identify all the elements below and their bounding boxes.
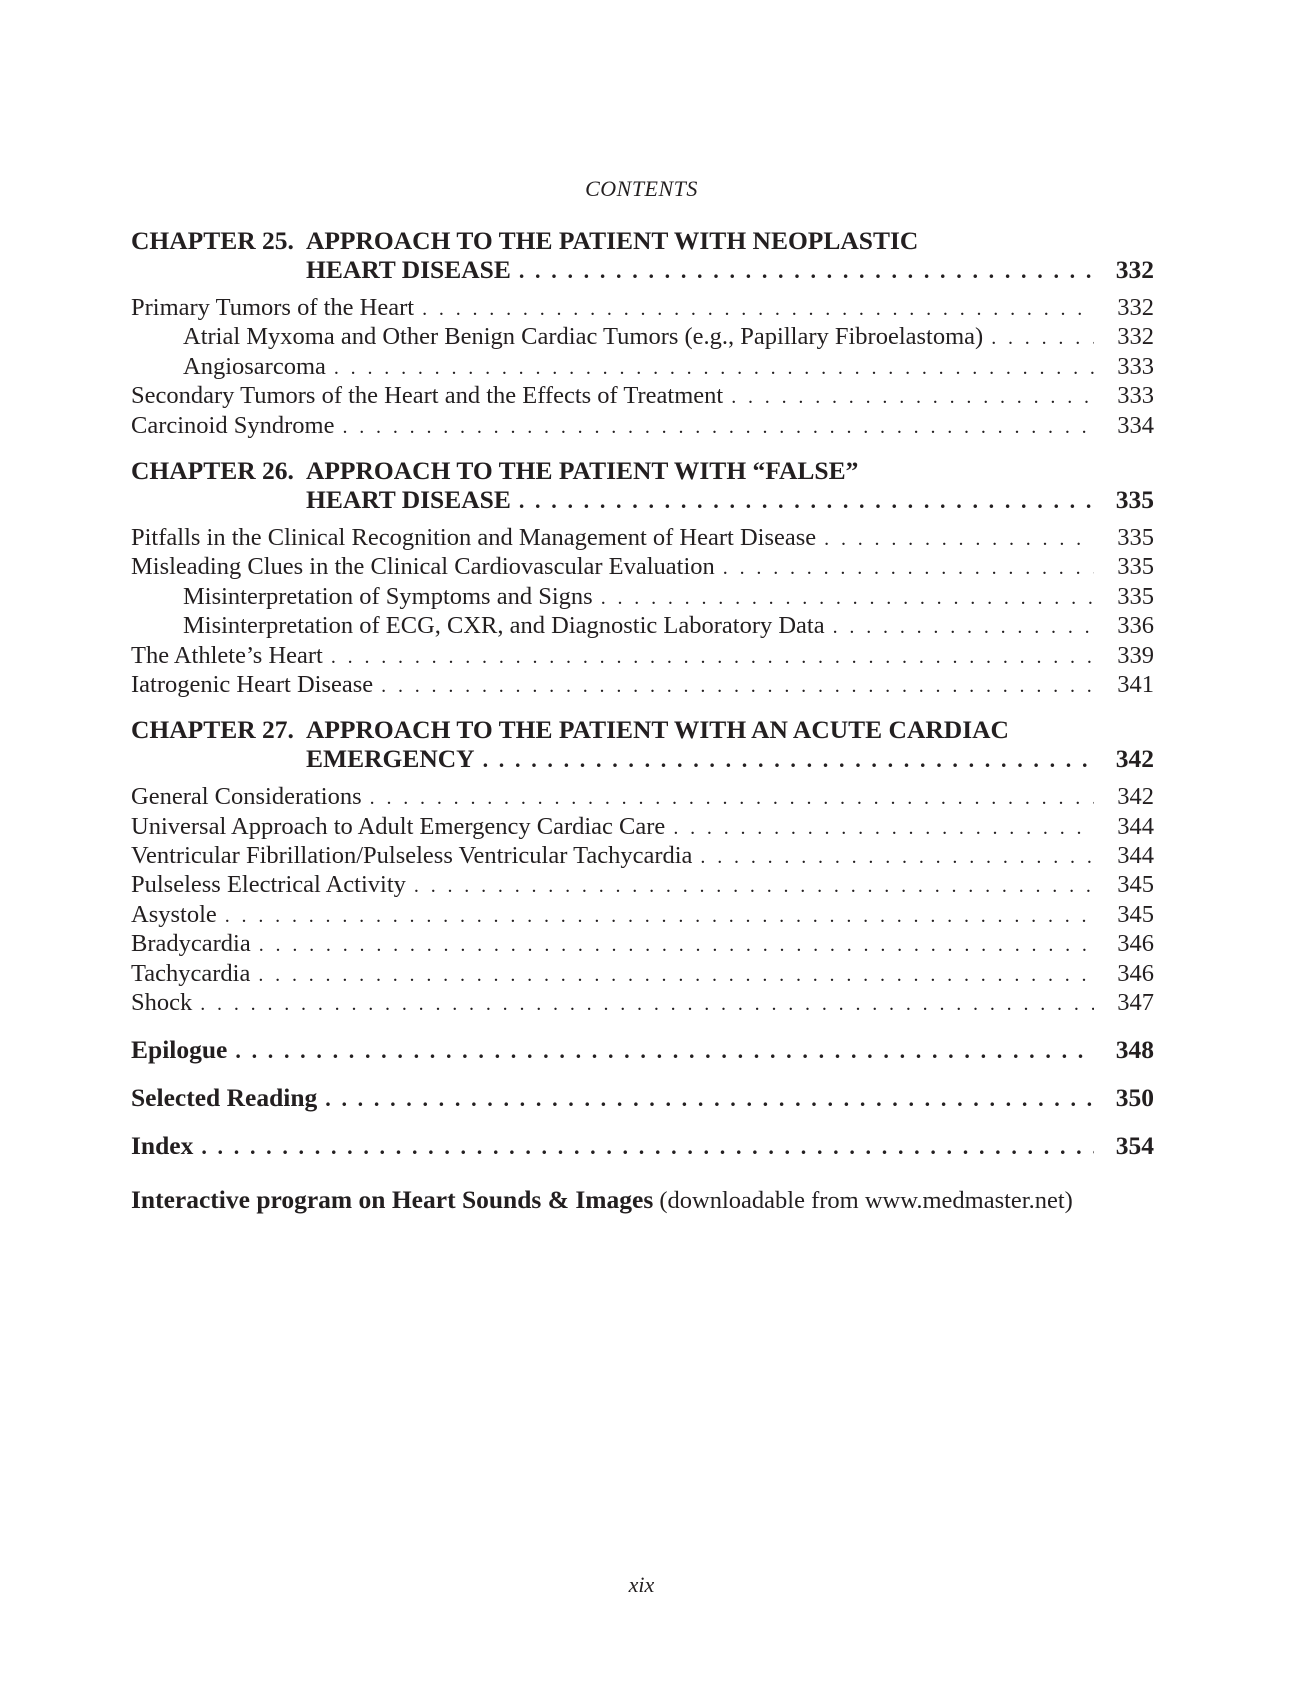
- entry-label: Tachycardia: [131, 959, 251, 987]
- entry-page-number: 344: [1117, 812, 1154, 840]
- toc-entry[interactable]: [131, 870, 1154, 899]
- entry-label: Pitfalls in the Clinical Recognition and Management of Heart Disease: [131, 523, 817, 551]
- interactive-program-note: [131, 1185, 1154, 1215]
- entry-page-number: 333: [1117, 352, 1154, 380]
- note-detail: (downloadable from www.medmaster.net): [659, 1187, 1073, 1215]
- dot-leader: [824, 525, 1094, 554]
- dot-leader: [342, 413, 1094, 442]
- entry-page-number: 348: [1115, 1035, 1154, 1065]
- entry-page-number: 335: [1117, 523, 1154, 551]
- toc-entry[interactable]: [131, 812, 1154, 841]
- entry-page-number: 332: [1117, 323, 1154, 351]
- chapter-27-entries: [131, 782, 1154, 1017]
- entry-page-number: 342: [1117, 783, 1154, 811]
- entry-label: Iatrogenic Heart Disease: [131, 670, 374, 698]
- toc-subentry[interactable]: [131, 322, 1154, 351]
- dot-leader: [325, 1084, 1094, 1114]
- chapter-26-heading[interactable]: [131, 456, 1154, 515]
- toc-subentry[interactable]: [131, 582, 1154, 611]
- dot-leader: [673, 814, 1094, 843]
- entry-page-number: 346: [1117, 930, 1154, 958]
- chapter-page-number: 332: [1115, 255, 1154, 284]
- chapter-title-line2: [131, 485, 1154, 515]
- toc-entry[interactable]: [131, 782, 1154, 811]
- dot-leader: [414, 872, 1094, 901]
- toc-subentry[interactable]: [131, 352, 1154, 381]
- entry-label: Atrial Myxoma and Other Benign Cardiac Tumors (e.g., Papillary Fibroelastoma): [183, 323, 984, 351]
- entry-label: Misinterpretation of ECG, CXR, and Diagnostic Laboratory Data: [183, 612, 825, 640]
- dot-leader: [225, 902, 1094, 931]
- toc-entry[interactable]: [131, 293, 1154, 322]
- dot-leader: [723, 554, 1094, 583]
- dot-leader: [334, 354, 1094, 383]
- toc-entry[interactable]: [131, 523, 1154, 552]
- chapter-page-number: 335: [1115, 484, 1154, 514]
- entry-page-number: 334: [1117, 411, 1154, 439]
- dot-leader: [201, 1132, 1094, 1162]
- entry-label: Universal Approach to Adult Emergency Cardiac Care: [131, 812, 666, 840]
- entry-label: Angiosarcoma: [183, 352, 326, 380]
- dot-leader: [731, 383, 1094, 412]
- entry-page-number: 354: [1115, 1131, 1154, 1161]
- toc-subentry[interactable]: [131, 611, 1154, 640]
- entry-page-number: 347: [1117, 989, 1154, 1017]
- chapter-title-line1: [131, 226, 1154, 255]
- entry-page-number: 336: [1117, 612, 1154, 640]
- dot-leader: [259, 931, 1094, 960]
- entry-label: Carcinoid Syndrome: [131, 411, 335, 439]
- page-number: xix: [628, 1572, 655, 1597]
- toc-selected-reading[interactable]: [131, 1083, 1154, 1113]
- entry-label: Ventricular Fibrillation/Pulseless Ventricular Tachycardia: [131, 842, 693, 870]
- entry-label: Bradycardia: [131, 930, 251, 958]
- chapter-26-entries: [131, 523, 1154, 699]
- toc-entry[interactable]: [131, 959, 1154, 988]
- entry-label: The Athlete’s Heart: [131, 641, 323, 669]
- entry-page-number: 350: [1115, 1083, 1154, 1113]
- entry-label: Primary Tumors of the Heart: [131, 294, 415, 321]
- dot-leader: [991, 324, 1094, 353]
- chapter-title-line1: [131, 715, 1154, 744]
- entry-label: Misleading Clues in the Clinical Cardiovascular Evaluation: [131, 553, 715, 581]
- note-title: Interactive program on Heart Sounds & Images: [131, 1185, 654, 1215]
- dot-leader: [370, 784, 1094, 813]
- toc-entry[interactable]: [131, 411, 1154, 440]
- toc-entry[interactable]: [131, 381, 1154, 410]
- toc-entry[interactable]: [131, 929, 1154, 958]
- table-of-contents: [131, 226, 1154, 1215]
- dot-leader: [601, 584, 1094, 613]
- chapter-page-number: 342: [1115, 744, 1154, 774]
- entry-label: Misinterpretation of Symptoms and Signs: [183, 582, 593, 610]
- dot-leader: [833, 613, 1094, 642]
- entry-page-number: 345: [1117, 900, 1154, 928]
- dot-leader: [235, 1036, 1094, 1066]
- chapter-25-entries: [131, 293, 1154, 440]
- entry-page-number: 332: [1117, 294, 1154, 321]
- entry-label: General Considerations: [131, 783, 362, 811]
- entry-label: Selected Reading: [131, 1083, 318, 1113]
- chapter-number: CHAPTER 25.: [131, 226, 294, 255]
- entry-label: Asystole: [131, 900, 217, 928]
- dot-leader: [331, 643, 1094, 672]
- chapter-title-continued: HEART DISEASE: [306, 484, 511, 514]
- dot-leader: [422, 295, 1094, 324]
- dot-leader: [258, 961, 1094, 990]
- chapter-title-line2: [131, 255, 1154, 285]
- dot-leader: [519, 256, 1094, 286]
- chapter-title-continued: EMERGENCY: [306, 744, 475, 774]
- entry-page-number: 335: [1117, 582, 1154, 610]
- chapter-title-line2: [131, 744, 1154, 774]
- toc-entry[interactable]: [131, 670, 1154, 699]
- chapter-title-line1: [131, 456, 1154, 485]
- chapter-number: CHAPTER 27.: [131, 715, 294, 745]
- dot-leader: [483, 745, 1094, 775]
- chapter-title: APPROACH TO THE PATIENT WITH AN ACUTE CARDIAC: [305, 715, 1009, 745]
- entry-label: Epilogue: [131, 1035, 228, 1065]
- entry-page-number: 341: [1117, 670, 1154, 698]
- entry-page-number: 346: [1117, 959, 1154, 987]
- chapter-27-heading[interactable]: [131, 715, 1154, 774]
- toc-entry[interactable]: [131, 552, 1154, 581]
- entry-page-number: 345: [1117, 871, 1154, 899]
- dot-leader: [519, 486, 1094, 516]
- toc-entry[interactable]: [131, 641, 1154, 670]
- chapter-number: CHAPTER 26.: [131, 455, 294, 485]
- entry-label: Pulseless Electrical Activity: [131, 871, 406, 899]
- entry-page-number: 335: [1117, 553, 1154, 581]
- dot-leader: [200, 990, 1094, 1019]
- dot-leader: [700, 843, 1094, 872]
- running-head: CONTENTS: [585, 176, 698, 201]
- chapter-title: APPROACH TO THE PATIENT WITH NEOPLASTIC: [305, 226, 919, 255]
- chapter-title-continued: HEART DISEASE: [306, 255, 511, 284]
- toc-index[interactable]: [131, 1131, 1154, 1161]
- entry-label: Secondary Tumors of the Heart and the Effects of Treatment: [131, 382, 724, 410]
- toc-entry[interactable]: [131, 900, 1154, 929]
- entry-page-number: 333: [1117, 382, 1154, 410]
- entry-label: Index: [131, 1131, 194, 1161]
- entry-page-number: 344: [1117, 842, 1154, 870]
- toc-entry[interactable]: [131, 841, 1154, 870]
- chapter-25-heading[interactable]: [131, 226, 1154, 285]
- toc-epilogue[interactable]: [131, 1035, 1154, 1065]
- entry-label: Shock: [131, 989, 193, 1017]
- toc-entry[interactable]: [131, 988, 1154, 1017]
- dot-leader: [381, 672, 1094, 701]
- chapter-title: APPROACH TO THE PATIENT WITH “FALSE”: [305, 455, 859, 485]
- entry-page-number: 339: [1117, 641, 1154, 669]
